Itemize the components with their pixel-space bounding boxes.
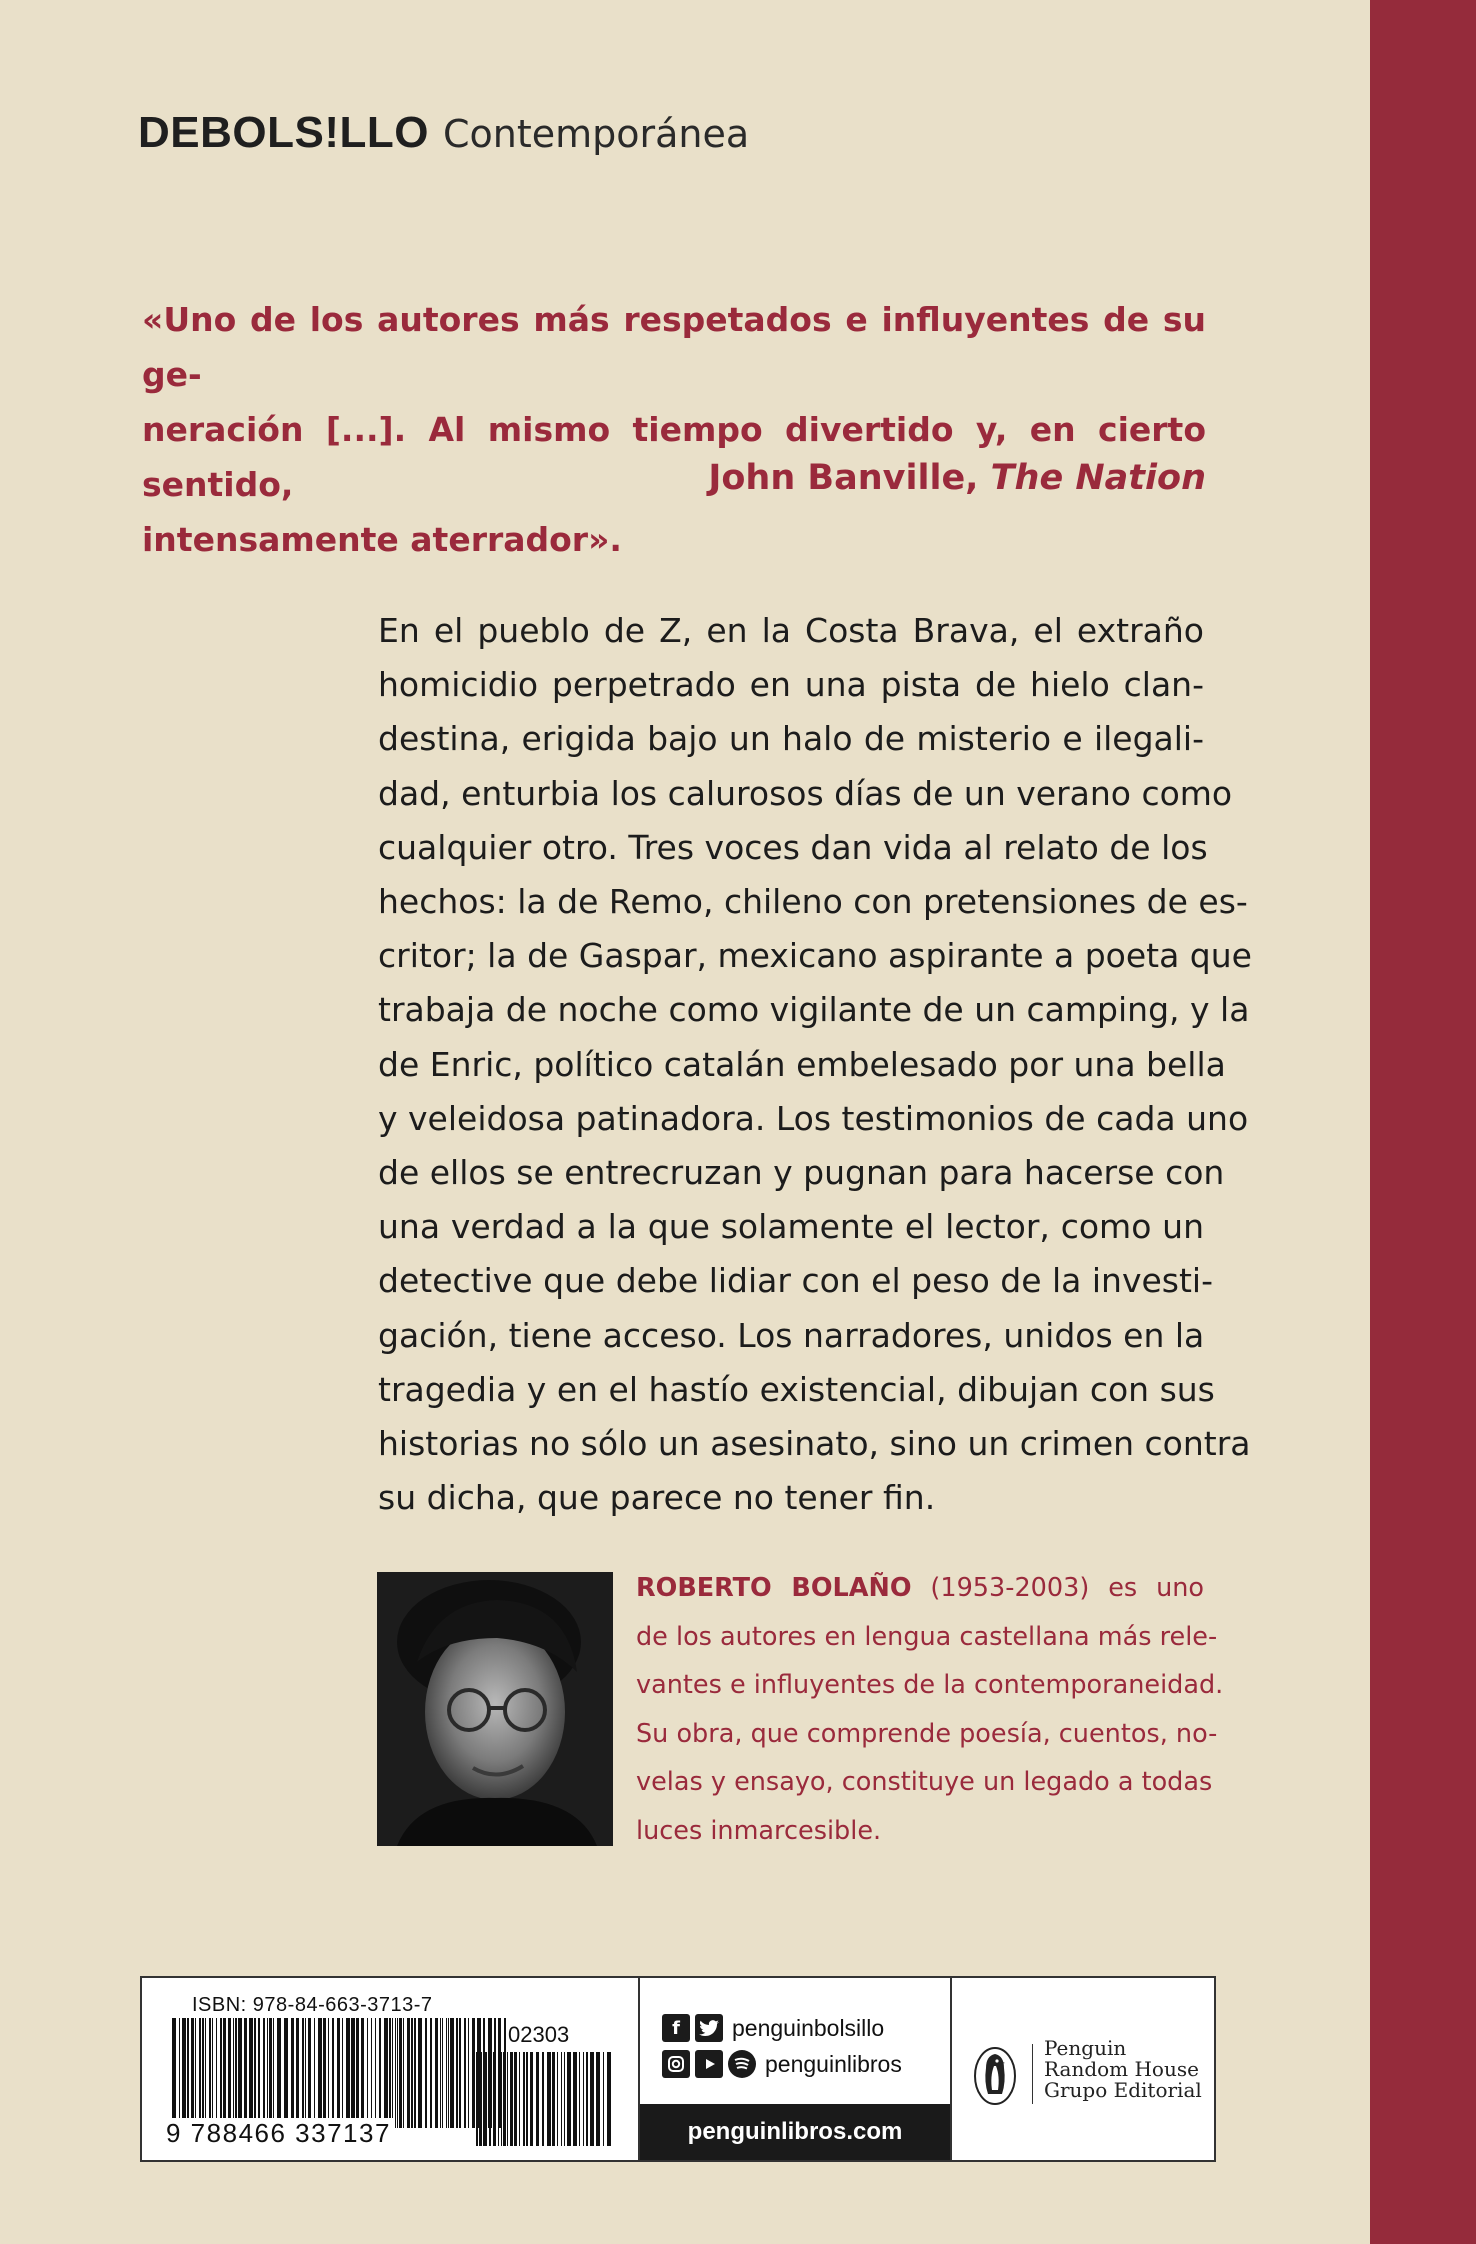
- barcode-bar: [547, 2052, 551, 2146]
- barcode-bar: [249, 2018, 253, 2128]
- press-quote: [142, 292, 1206, 567]
- barcode-bar: [305, 2018, 306, 2128]
- social-handle-libros[interactable]: penguinlibros: [765, 2050, 902, 2077]
- barcode-bar: [328, 2018, 329, 2128]
- bio-line: luces inmarcesible.: [636, 1815, 882, 1846]
- barcode-bar: [258, 2018, 260, 2128]
- barcode-bar: [407, 2018, 410, 2128]
- barcode-bar: [351, 2018, 355, 2128]
- barcode-bar: [323, 2018, 326, 2128]
- barcode-bar: [430, 2018, 432, 2128]
- synopsis-line: critor; la de Gaspar, mexicano aspirante a poeta que: [378, 936, 1252, 976]
- bio-dates: (1953-2003) es uno: [911, 1573, 1204, 1603]
- barcode-bar: [440, 2018, 441, 2128]
- barcode-bar: [332, 2018, 334, 2128]
- barcode-bar: [493, 2052, 496, 2146]
- synopsis-line: En el pueblo de Z, en la Costa Brava, el extraño: [378, 611, 1204, 650]
- barcode-bar: [418, 2018, 422, 2128]
- barcode-bar: [277, 2018, 281, 2128]
- publisher-divider: [1032, 2044, 1033, 2104]
- brand-name: DEBOLS!LLO: [138, 108, 429, 157]
- barcode-bar: [233, 2018, 234, 2128]
- barcode-bar: [414, 2018, 416, 2128]
- barcode-bar: [456, 2018, 458, 2128]
- barcode-bar: [379, 2018, 381, 2128]
- barcode-bar: [220, 2018, 222, 2128]
- barcode-bar: [442, 2018, 443, 2128]
- publisher-line: Grupo Editorial: [1044, 2078, 1202, 2102]
- barcode-bar: [411, 2018, 413, 2128]
- synopsis-line: destina, erigida bajo un halo de misterio e ilegali-: [378, 719, 1204, 759]
- barcode-bar: [356, 2018, 359, 2128]
- barcode-bar: [489, 2052, 491, 2146]
- barcode-bar: [573, 2052, 577, 2146]
- facebook-icon[interactable]: f: [662, 2014, 690, 2042]
- barcode-bar: [187, 2018, 189, 2128]
- barcode-bar: [514, 2052, 517, 2146]
- barcode-bar: [263, 2018, 265, 2128]
- barcode-bar: [238, 2018, 242, 2128]
- barcode-bar: [498, 2052, 499, 2146]
- barcode-bar: [371, 2018, 372, 2128]
- barcode-bar: [223, 2018, 226, 2128]
- quote-author: John Banville,: [708, 458, 979, 498]
- barcode-bar: [468, 2018, 469, 2128]
- barcode-bar: [472, 2018, 475, 2128]
- barcode-bar: [526, 2052, 528, 2146]
- barcode-bar: [552, 2052, 555, 2146]
- bio-line: vantes e influyentes de la contemporaneidad.: [636, 1670, 1224, 1700]
- synopsis-line: trabaja de noche como vigilante de un camping, y la: [378, 990, 1250, 1030]
- ean-digits: 9 788466 337137: [166, 2118, 391, 2148]
- barcode-bar: [425, 2018, 427, 2128]
- instagram-icon[interactable]: [662, 2050, 690, 2078]
- synopsis-line: hechos: la de Remo, chileno con pretensiones de es-: [378, 882, 1248, 922]
- barcode-bar: [446, 2018, 447, 2128]
- quote-attribution: [142, 458, 1206, 498]
- barcode-bar: [435, 2018, 438, 2128]
- synopsis-line: de ellos se entrecruzan y pugnan para hacerse con: [378, 1153, 1225, 1193]
- barcode-bar: [536, 2052, 539, 2146]
- barcode-bar: [607, 2052, 611, 2146]
- addon-barcode: [476, 2052, 616, 2146]
- social-row-bolsillo: [662, 2014, 884, 2042]
- barcode-bar: [523, 2052, 525, 2146]
- spotify-icon[interactable]: [728, 2050, 756, 2078]
- publisher-line: Random House: [1044, 2057, 1199, 2081]
- barcode-bar: [567, 2052, 571, 2146]
- barcode-bar: [392, 2018, 393, 2128]
- barcode-bar: [179, 2018, 180, 2128]
- barcode-bar: [308, 2018, 311, 2128]
- social-cell: [640, 1978, 952, 2160]
- barcode-bar: [399, 2018, 402, 2128]
- barcode-bar: [464, 2018, 466, 2128]
- barcode-bar: [510, 2052, 513, 2146]
- barcode-bar: [503, 2052, 506, 2146]
- barcode-bar: [205, 2018, 206, 2128]
- barcode-bar: [244, 2018, 247, 2128]
- barcode-bar: [395, 2018, 396, 2128]
- synopsis-line: su dicha, que parece no tener fin.: [378, 1478, 936, 1518]
- publisher-brand: [138, 108, 749, 168]
- synopsis-line: historias no sólo un asesinato, sino un crimen contra: [378, 1424, 1251, 1464]
- bio-line: Su obra, que comprende poesía, cuentos, no-: [636, 1718, 1218, 1749]
- barcode-bar: [216, 2018, 217, 2128]
- barcode-bar: [314, 2018, 315, 2128]
- barcode-bar: [557, 2052, 558, 2146]
- barcode-bar: [590, 2052, 594, 2146]
- barcode-bar: [209, 2018, 211, 2128]
- barcode-bar: [361, 2018, 364, 2128]
- synopsis-line: homicidio perpetrado en una pista de hielo clan-: [378, 665, 1204, 705]
- barcode-bar: [603, 2052, 604, 2146]
- barcode-bar: [389, 2018, 391, 2128]
- barcode-bar: [302, 2018, 304, 2128]
- publisher-name: [1044, 2038, 1202, 2101]
- barcode-bar: [284, 2018, 288, 2128]
- quote-line: intensamente aterrador».: [142, 520, 622, 559]
- synopsis-line: cualquier otro. Tres voces dan vida al relato de los: [378, 827, 1208, 867]
- barcode-bar: [459, 2018, 461, 2128]
- author-photo: [377, 1572, 613, 1846]
- barcode-bar: [182, 2018, 186, 2128]
- barcode-bar: [375, 2018, 376, 2128]
- barcode-bar: [501, 2052, 502, 2146]
- barcode-bar: [254, 2018, 256, 2128]
- quote-line: «Uno de los autores más respetados e influyentes de su ge-: [142, 300, 1206, 394]
- quote-source: The Nation: [990, 458, 1206, 498]
- publisher-line: Penguin: [1044, 2036, 1127, 2060]
- price-code: 02303: [508, 2022, 570, 2047]
- barcode-bar: [346, 2018, 350, 2128]
- ean-barcode: [172, 2018, 506, 2128]
- bio-line: de los autores en lengua castellana más rele-: [636, 1621, 1218, 1652]
- barcode-bar: [367, 2018, 368, 2128]
- barcode-bar: [507, 2052, 508, 2146]
- barcode-bar: [448, 2018, 449, 2128]
- barcode-bar: [561, 2052, 562, 2146]
- author-name: ROBERTO BOLAÑO: [636, 1573, 912, 1603]
- barcode-bar: [564, 2052, 565, 2146]
- barcode-bar: [519, 2052, 520, 2146]
- barcode-bar: [397, 2018, 398, 2128]
- author-bio: [636, 1564, 1224, 1855]
- isbn-label: ISBN: 978-84-663-3713-7: [192, 1994, 433, 2016]
- barcode-bar: [403, 2018, 404, 2128]
- barcode-bar: [267, 2018, 268, 2128]
- barcode-bar: [337, 2018, 340, 2128]
- barcode-panel: [140, 1976, 1216, 2162]
- barcode-bar: [450, 2018, 454, 2128]
- website-link[interactable]: penguinlibros.com: [640, 2104, 950, 2160]
- barcode-bar: [596, 2052, 600, 2146]
- barcode-bar: [172, 2018, 176, 2128]
- barcode-bar: [296, 2018, 299, 2128]
- barcode-bar: [228, 2018, 231, 2128]
- book-synopsis: [378, 604, 1252, 1525]
- barcode-bar: [235, 2018, 237, 2128]
- penguin-logo-icon: [970, 2042, 1020, 2106]
- barcode-bar: [191, 2018, 194, 2128]
- social-handle-bolsillo[interactable]: penguinbolsillo: [732, 2014, 885, 2041]
- barcode-bar: [212, 2018, 213, 2128]
- twitter-icon[interactable]: [695, 2014, 723, 2042]
- synopsis-line: de Enric, político catalán embelesado por una bella: [378, 1044, 1226, 1084]
- social-row-libros: [662, 2050, 902, 2078]
- barcode-bar: [269, 2018, 272, 2128]
- synopsis-line: tragedia y en el hastío existencial, dibujan con sus: [378, 1369, 1215, 1409]
- barcode-bar: [202, 2018, 204, 2128]
- barcode-bar: [384, 2018, 388, 2128]
- barcode-bar: [530, 2052, 533, 2146]
- cover-spine: [1370, 0, 1476, 2244]
- barcode-cell: [142, 1978, 640, 2160]
- barcode-bar: [579, 2052, 580, 2146]
- barcode-bar: [476, 2052, 478, 2146]
- barcode-bar: [583, 2052, 584, 2146]
- collection-name: Contemporánea: [442, 112, 750, 156]
- youtube-icon[interactable]: [695, 2050, 723, 2078]
- synopsis-line: y veleidosa patinadora. Los testimonios de cada uno: [378, 1098, 1249, 1138]
- barcode-bar: [291, 2018, 294, 2128]
- barcode-bar: [318, 2018, 322, 2128]
- barcode-bar: [479, 2052, 482, 2146]
- barcode-bar: [483, 2052, 487, 2146]
- bio-line: [636, 1564, 1204, 1613]
- barcode-bar: [199, 2018, 201, 2128]
- quote-line: neración [...]. Al mismo tiempo divertido y, en cierto sentido,: [142, 410, 1206, 504]
- barcode-bar: [273, 2018, 274, 2128]
- publisher-cell: [952, 1978, 1214, 2160]
- synopsis-line: gación, tiene acceso. Los narradores, unidos en la: [378, 1315, 1205, 1355]
- barcode-bar: [342, 2018, 343, 2128]
- bio-line: velas y ensayo, constituye un legado a todas: [636, 1767, 1213, 1797]
- synopsis-line: detective que debe lidiar con el peso de la investi-: [378, 1261, 1214, 1301]
- synopsis-line: dad, enturbia los calurosos días de un verano como: [378, 773, 1233, 813]
- barcode-bar: [542, 2052, 544, 2146]
- barcode-bar: [586, 2052, 588, 2146]
- barcode-bar: [195, 2018, 196, 2128]
- synopsis-line: una verdad a la que solamente el lector, como un: [378, 1207, 1204, 1247]
